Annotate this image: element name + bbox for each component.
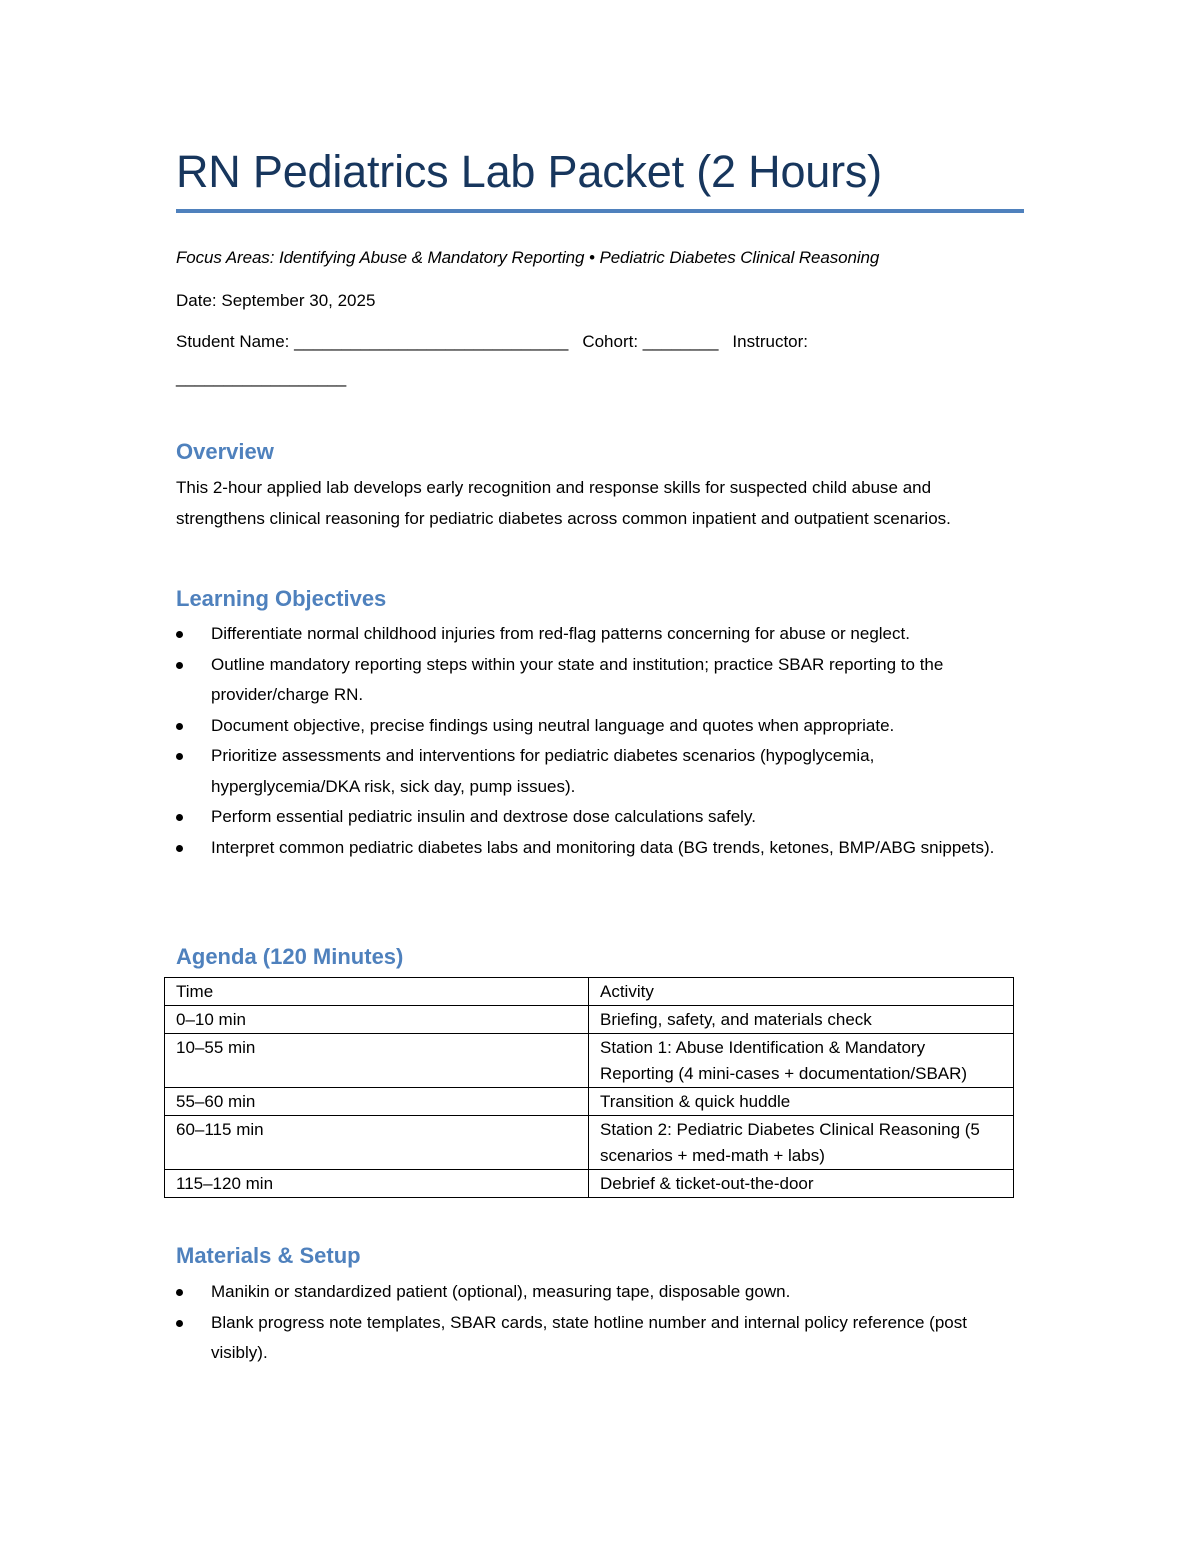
activity-cell: Debrief & ticket-out-the-door xyxy=(589,1170,1014,1198)
cohort-field: Cohort: ________ xyxy=(582,332,719,351)
list-item: Manikin or standardized patient (optional), measuring tape, disposable gown. xyxy=(176,1277,1024,1308)
table-row xyxy=(165,1034,1014,1088)
focus-areas: Focus Areas: Identifying Abuse & Mandatory Reporting • Pediatric Diabetes Clinical Reasoning xyxy=(176,248,880,267)
list-item: Blank progress note templates, SBAR cards, state hotline number and internal policy reference (post visibly). xyxy=(176,1308,1024,1369)
agenda-heading: Agenda (120 Minutes) xyxy=(176,944,404,969)
table-row xyxy=(165,1170,1014,1198)
list-item: Differentiate normal childhood injuries from red-flag patterns concerning for abuse or neglect. xyxy=(176,619,1024,650)
table-header-row xyxy=(165,978,1014,1006)
list-item: Interpret common pediatric diabetes labs and monitoring data (BG trends, ketones, BMP/ABG snippets). xyxy=(176,833,1024,864)
materials-setup-heading: Materials & Setup xyxy=(176,1243,361,1268)
document-title: RN Pediatrics Lab Packet (2 Hours) xyxy=(176,146,882,197)
time-cell: 10–55 min xyxy=(165,1034,589,1088)
list-item: Perform essential pediatric insulin and dextrose dose calculations safely. xyxy=(176,802,1024,833)
document-date: Date: September 30, 2025 xyxy=(176,291,376,310)
list-item: Outline mandatory reporting steps within your state and institution; practice SBAR reporting to the provider/charge RN. xyxy=(176,650,1024,711)
list-item: Document objective, precise findings using neutral language and quotes when appropriate. xyxy=(176,711,1024,742)
student-info-line xyxy=(176,327,808,357)
column-header-activity: Activity xyxy=(589,978,1014,1006)
activity-cell: Briefing, safety, and materials check xyxy=(589,1006,1014,1034)
table-row xyxy=(165,1088,1014,1116)
instructor-field: Instructor: xyxy=(732,332,809,351)
materials-list xyxy=(176,1277,1024,1369)
time-cell: 60–115 min xyxy=(165,1116,589,1170)
learning-objectives-heading: Learning Objectives xyxy=(176,586,387,611)
time-cell: 115–120 min xyxy=(165,1170,589,1198)
list-item: Prioritize assessments and interventions for pediatric diabetes scenarios (hypoglycemia, hyperglycemia/DKA risk, sick day, pump issues). xyxy=(176,741,1024,802)
column-header-time: Time xyxy=(165,978,589,1006)
table-row xyxy=(165,1116,1014,1170)
agenda-table xyxy=(164,977,1014,1198)
learning-objectives-list xyxy=(176,619,1024,863)
activity-cell: Station 2: Pediatric Diabetes Clinical Reasoning (5 scenarios + med-math + labs) xyxy=(589,1116,1014,1170)
activity-cell: Station 1: Abuse Identification & Mandatory Reporting (4 mini-cases + documentation/SBAR) xyxy=(589,1034,1014,1088)
time-cell: 0–10 min xyxy=(165,1006,589,1034)
overview-heading: Overview xyxy=(176,439,274,464)
table-row xyxy=(165,1006,1014,1034)
activity-cell: Transition & quick huddle xyxy=(589,1088,1014,1116)
instructor-blank-line: __________________ xyxy=(176,368,347,387)
title-underline xyxy=(176,209,1024,213)
overview-text: This 2-hour applied lab develops early recognition and response skills for suspected child abuse and strengthens clinical reasoning for pediatric diabetes across common inpatient and outpatient scenarios. xyxy=(176,478,951,528)
student-name-field: Student Name: _____________________________ xyxy=(176,332,569,351)
time-cell: 55–60 min xyxy=(165,1088,589,1116)
